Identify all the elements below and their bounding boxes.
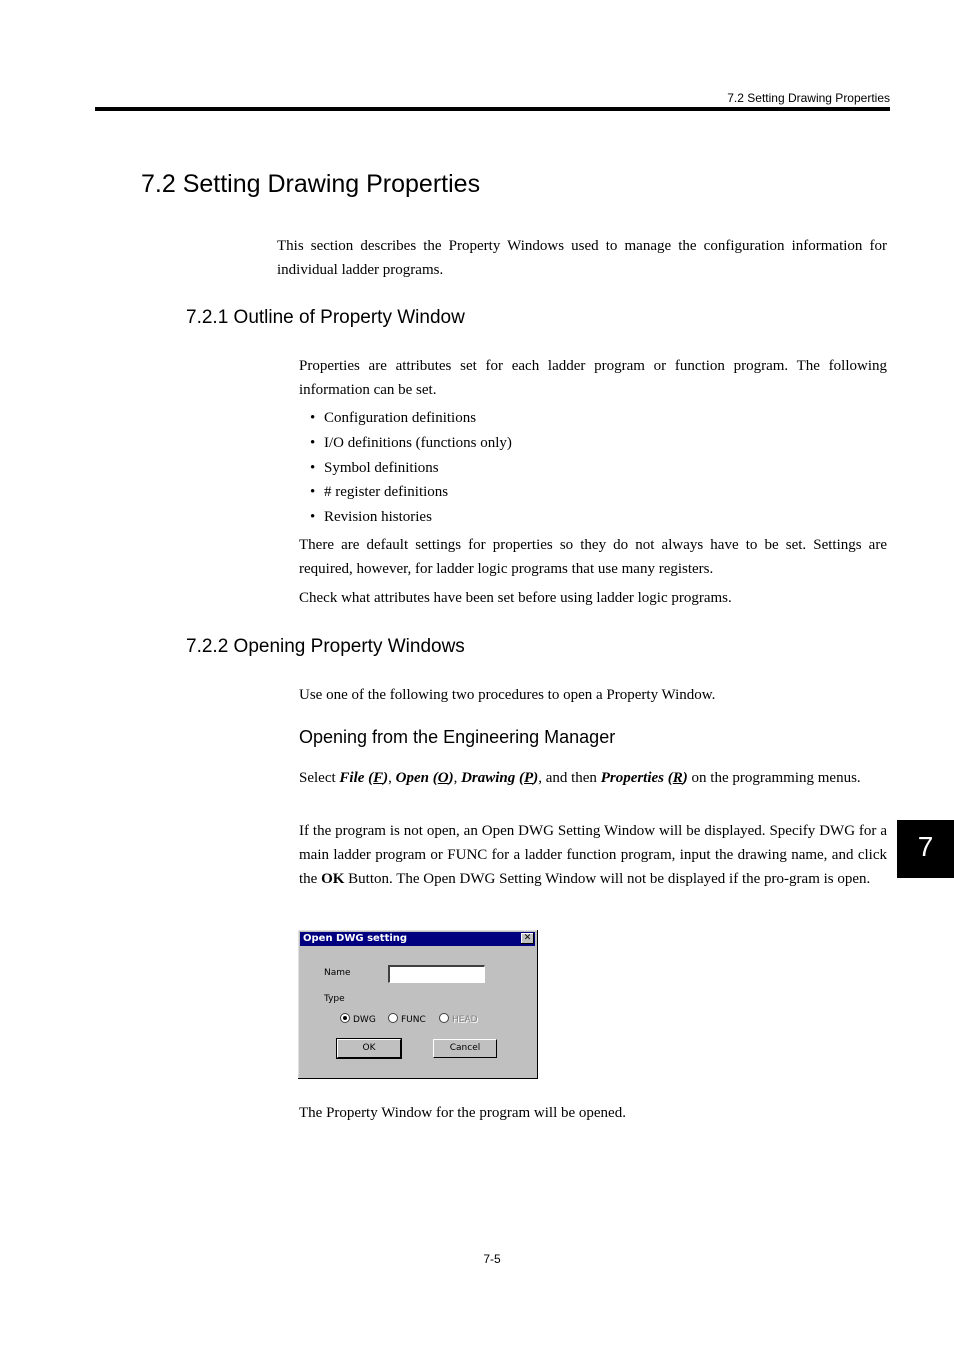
list-item: • Symbol definitions bbox=[310, 459, 439, 476]
procedure-heading: Opening from the Engineering Manager bbox=[299, 727, 616, 747]
menu-path-paragraph: Select File (F), Open (O), Drawing (P), and then Properties (R) on the programming menus. bbox=[299, 770, 861, 786]
property-list bbox=[310, 406, 512, 530]
list-item: • # register definitions bbox=[310, 484, 449, 501]
chapter-tab: 7 bbox=[897, 820, 954, 878]
ok-button[interactable]: OK bbox=[337, 1039, 401, 1058]
section-title: 7.2 Setting Drawing Properties bbox=[141, 170, 481, 198]
radio-head: HEAD bbox=[439, 1013, 478, 1025]
list-item: • I/O definitions (functions only) bbox=[310, 434, 512, 451]
name-input[interactable] bbox=[388, 965, 485, 983]
page-number: 7-5 bbox=[483, 1252, 501, 1266]
intro-paragraph: This section describes the Property Windows used to manage the configuration information for individual ladder programs. bbox=[277, 238, 887, 278]
subsection-title-1: 7.2.1 Outline of Property Window bbox=[186, 307, 465, 328]
procedures-paragraph: Use one of the following two procedures to open a Property Window. bbox=[299, 687, 716, 703]
name-label: Name bbox=[324, 968, 351, 978]
radio-icon bbox=[439, 1013, 449, 1023]
cancel-button[interactable]: Cancel bbox=[433, 1039, 497, 1058]
result-paragraph: The Property Window for the program will be opened. bbox=[299, 1105, 626, 1121]
subsection-title-2: 7.2.2 Opening Property Windows bbox=[186, 636, 465, 657]
radio-dwg[interactable]: DWG bbox=[340, 1013, 376, 1025]
outline-paragraph: Properties are attributes set for each ladder program or function program. The following information can be set. bbox=[299, 358, 887, 398]
type-label: Type bbox=[324, 994, 345, 1004]
close-icon[interactable]: ✕ bbox=[521, 933, 534, 944]
open-dwg-paragraph: If the program is not open, an Open DWG Setting Window will be displayed. Specify DWG for a main ladder program or FUNC for a ladder function program, input the drawing name, and click the OK Button. The Open DWG Setting Window will not be displayed if the pro-gram is open. bbox=[299, 823, 887, 887]
header-rule bbox=[95, 107, 890, 111]
dialog-titlebar bbox=[300, 932, 535, 946]
dialog-title: Open DWG setting bbox=[303, 933, 408, 944]
check-paragraph: Check what attributes have been set before using ladder logic programs. bbox=[299, 590, 732, 606]
list-item: • Configuration definitions bbox=[310, 410, 477, 426]
radio-func[interactable]: FUNC bbox=[388, 1013, 426, 1025]
list-item: • Revision histories bbox=[310, 509, 432, 526]
radio-icon bbox=[388, 1013, 398, 1023]
open-dwg-setting-dialog bbox=[298, 930, 538, 1079]
radio-selected-icon bbox=[340, 1013, 350, 1023]
running-header: 7.2 Setting Drawing Properties bbox=[727, 91, 890, 105]
defaults-paragraph: There are default settings for properties so they do not always have to be set. Settings are required, however, for ladder logic programs that use many registers. bbox=[299, 537, 887, 577]
